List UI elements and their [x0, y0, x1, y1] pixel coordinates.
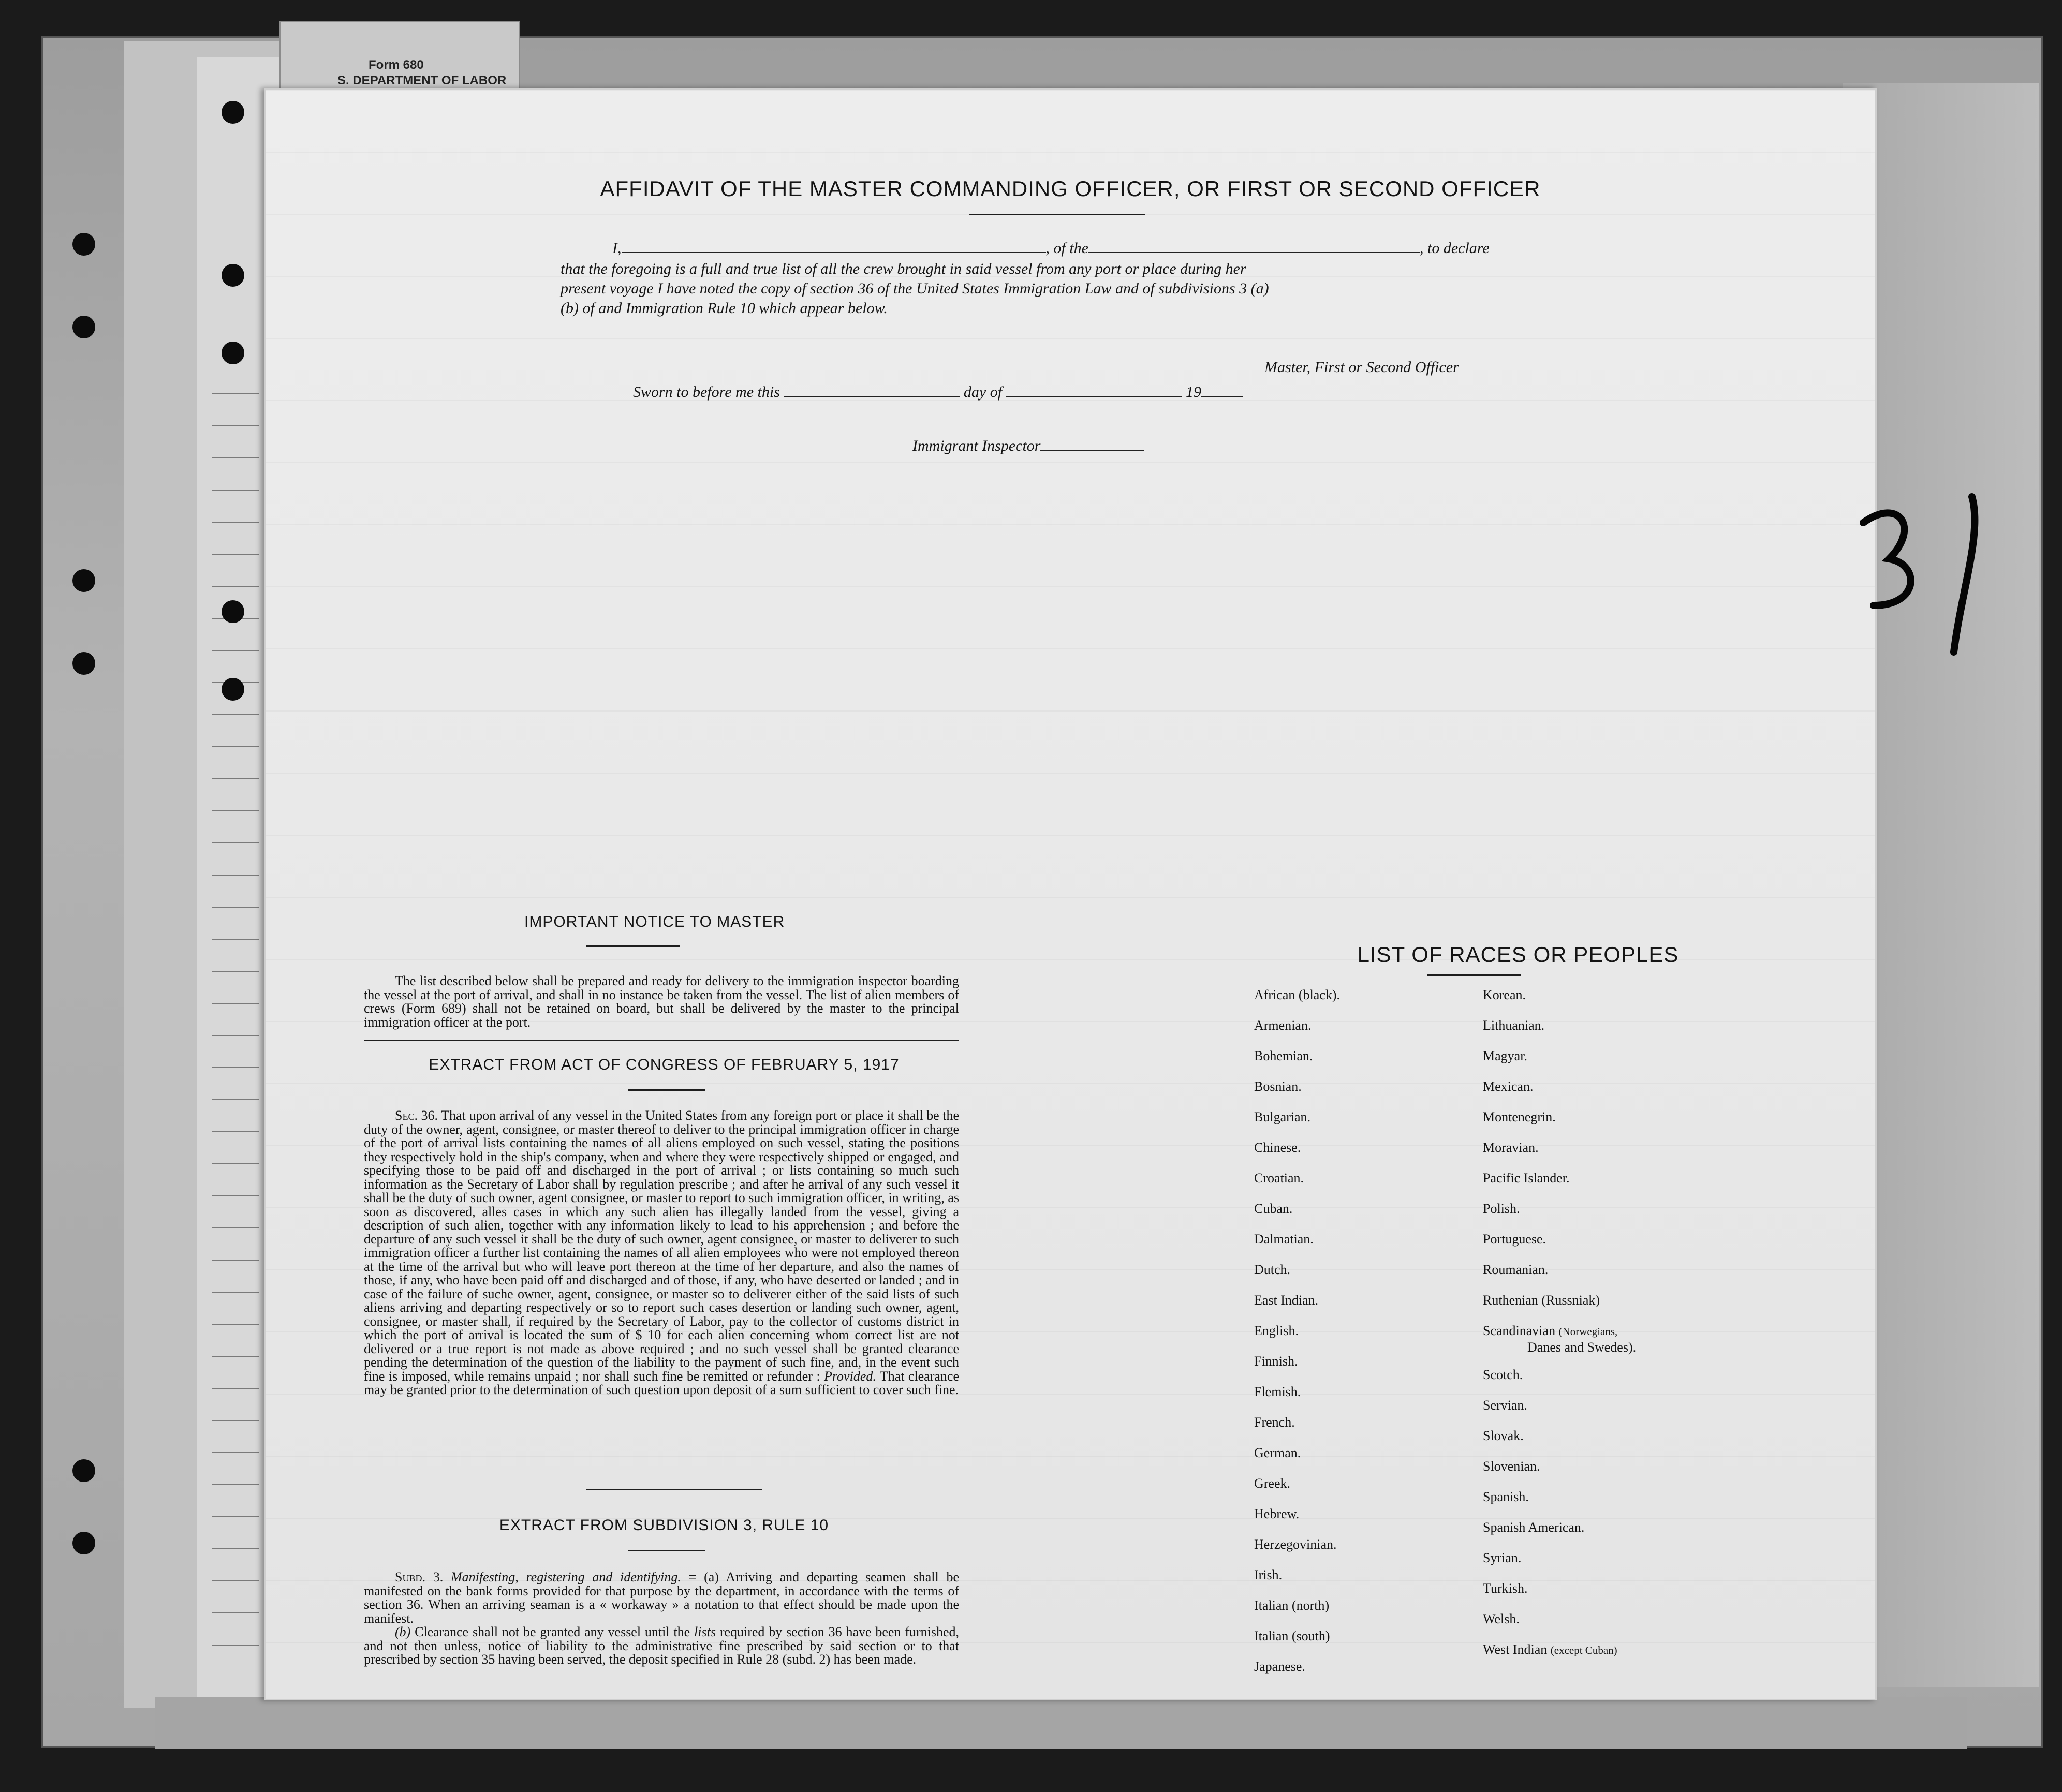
- punch-hole-icon: [72, 1532, 95, 1554]
- affidavit-sheet: [264, 88, 1877, 1700]
- sec36-label: Sec. 36.: [395, 1108, 438, 1123]
- race-item: Slovak.: [1483, 1428, 1524, 1443]
- race-note: (Norwegians,: [1558, 1325, 1618, 1338]
- race-item: Mexican.: [1483, 1079, 1534, 1094]
- race-item: Dalmatian.: [1254, 1232, 1314, 1247]
- race-item: French.: [1254, 1415, 1295, 1430]
- punch-hole-icon: [72, 316, 95, 338]
- punch-hole-icon: [72, 652, 95, 675]
- sec36-provided: Provided.: [824, 1368, 876, 1384]
- race-item: Hebrew.: [1254, 1506, 1300, 1521]
- race-item: Lithuanian.: [1483, 1018, 1545, 1033]
- race-item: African (black).: [1254, 987, 1341, 1002]
- race-item: Roumanian.: [1483, 1262, 1549, 1277]
- subd3-part-b-end: required by section 36 have been furnished, and not then unless, notice of liability to the administrative fine prescribed by said section or to that prescribed by section 35 having been served, the deposit specified in Rule 28 (subd. 2) has been made.: [364, 1624, 959, 1667]
- subd3-text: [364, 1571, 959, 1667]
- race-item: Polish.: [1483, 1201, 1520, 1216]
- races-title-underline: [1427, 974, 1521, 976]
- race-item: Chinese.: [1254, 1140, 1301, 1155]
- declaration-line-4: (b) of and Immigration Rule 10 which appear below.: [561, 300, 888, 317]
- punch-hole-icon: [222, 101, 244, 124]
- race-item: Montenegrin.: [1483, 1109, 1556, 1124]
- race-item: Turkish.: [1483, 1581, 1528, 1596]
- race-item: Bulgarian.: [1254, 1109, 1311, 1124]
- declaration-i: I,: [612, 240, 622, 257]
- bottom-margin: [155, 1697, 1967, 1749]
- subd3-part-b-start: Clearance shall not be granted any vessel until the: [415, 1624, 690, 1639]
- act-title-underline: [628, 1089, 705, 1091]
- month-blank[interactable]: [1006, 395, 1182, 397]
- race-item: Servian.: [1483, 1398, 1527, 1413]
- race-item-scandinavian: [1483, 1323, 1617, 1339]
- race-item: Japanese.: [1254, 1659, 1305, 1674]
- subd3-label: Subd. 3.: [395, 1569, 444, 1584]
- title-underline: [969, 214, 1145, 215]
- subd3-part-b-lists: lists: [694, 1624, 716, 1639]
- subd3-part-a: = (a) Arriving and departing seamen shall be manifested on the bank forms provided for that purpose by the department, in accordance with the terms of section 36. When an arriving seaman is a « workaway » a notation to that effect should be made upon the manifest.: [364, 1569, 959, 1626]
- left-sheet-ruled-lines: [212, 362, 259, 1656]
- notice-body: The list described below shall be prepared and ready for delivery to the immigration inspector boarding the vessel at the port of arrival, and shall in no instance be taken from the vessel. The list of alien members of crews (Form 689) shall not be retained on board, but shall be delivered by the master to the principal immigration officer at the port.: [364, 973, 959, 1030]
- subdivision-title-underline: [628, 1550, 705, 1551]
- punch-hole-icon: [72, 1459, 95, 1482]
- day-blank[interactable]: [784, 395, 960, 397]
- race-item: Portuguese.: [1483, 1232, 1546, 1247]
- race-item: Welsh.: [1483, 1611, 1520, 1626]
- punch-hole-icon: [222, 342, 244, 364]
- declaration-of-the: , of the: [1045, 240, 1088, 257]
- race-item: Finnish.: [1254, 1354, 1298, 1369]
- subd3-heading: Manifesting, registering and identifying.: [451, 1569, 681, 1584]
- race-item: Bosnian.: [1254, 1079, 1302, 1094]
- punch-hole-icon: [222, 600, 244, 623]
- name-blank[interactable]: [622, 251, 1046, 253]
- handwritten-mark-icon: [1843, 486, 2019, 662]
- race-item: Korean.: [1483, 987, 1526, 1002]
- race-item: Syrian.: [1483, 1550, 1522, 1565]
- inspector-label: Immigrant Inspector: [912, 437, 1041, 454]
- punch-hole-icon: [72, 233, 95, 256]
- notice-title-underline: [586, 945, 680, 947]
- declaration-line-1: [612, 240, 1823, 257]
- sec36-body-end: That clearance may be granted prior to the determination of such question upon deposit of a sum sufficient to cover such fine.: [364, 1368, 959, 1397]
- race-item: Ruthenian (Russniak): [1483, 1293, 1600, 1308]
- race-item-west-indian: [1483, 1642, 1617, 1658]
- subdivision-extract-title: EXTRACT FROM SUBDIVISION 3, RULE 10: [499, 1517, 829, 1534]
- year-blank[interactable]: [1201, 395, 1243, 397]
- sworn-day-of: day of: [963, 383, 1003, 401]
- race-item: Greek.: [1254, 1476, 1291, 1491]
- race-item: Cuban.: [1254, 1201, 1293, 1216]
- notice-divider: [364, 1040, 959, 1041]
- race-item: Dutch.: [1254, 1262, 1291, 1277]
- sworn-prefix: Sworn to before me this: [633, 383, 780, 401]
- race-item: Spanish American.: [1483, 1520, 1585, 1535]
- inspector-blank[interactable]: [1040, 449, 1144, 451]
- sec36-text: [364, 1109, 959, 1397]
- race-item: Spanish.: [1483, 1489, 1529, 1504]
- race-item: Pacific Islander.: [1483, 1171, 1570, 1186]
- declaration-line-2: that the foregoing is a full and true list of all the crew brought in said vessel from any port or place during her: [561, 260, 1246, 277]
- back-form-department: S. DEPARTMENT OF LABOR: [337, 73, 507, 87]
- declaration-line-3: present voyage I have noted the copy of section 36 of the United States Immigration Law and of subdivisions 3 (a): [561, 280, 1269, 297]
- races-title: LIST OF RACES OR PEOPLES: [1357, 942, 1679, 967]
- race-item: Flemish.: [1254, 1384, 1301, 1399]
- punch-hole-icon: [222, 678, 244, 701]
- handwritten-mark-svg: [1843, 486, 2019, 662]
- sworn-year-prefix: 19: [1186, 383, 1202, 401]
- inspector-line: [912, 437, 1144, 455]
- race-item: Irish.: [1254, 1567, 1283, 1582]
- back-form-number: Form 680: [369, 58, 424, 72]
- race-item: Scandinavian: [1483, 1323, 1556, 1338]
- race-item: Italian (south): [1254, 1628, 1330, 1643]
- subd3-part-b-label: (b): [395, 1624, 411, 1639]
- affidavit-title: AFFIDAVIT OF THE MASTER COMMANDING OFFICER, OR FIRST OR SECOND OFFICER: [600, 176, 1541, 201]
- punch-hole-icon: [222, 264, 244, 287]
- race-item: English.: [1254, 1323, 1299, 1338]
- race-item: Armenian.: [1254, 1018, 1312, 1033]
- race-item: Croatian.: [1254, 1171, 1304, 1186]
- race-item: Magyar.: [1483, 1048, 1527, 1063]
- race-item: Italian (north): [1254, 1598, 1330, 1613]
- master-signature-label: Master, First or Second Officer: [1264, 359, 1459, 376]
- act-divider: [586, 1489, 762, 1490]
- sec36-body: That upon arrival of any vessel in the United States from any foreign port or place it shall be the duty of the owner, agent, consignee, or master thereof to deliver to the principal immigration officer in charge of the port of arrival lists containing the names of all aliens employed on such vessel, stating the positions they respectively hold in the ship's company, when and where they were respectively shipped or engaged, and specifying those to be paid off and discharged in the port of arrival ; or lists containing so much such information as the Secretary of Labor shall by regulation prescribe ; and after he arrival of any such vessel it shall be the duty of such owner, agent consignee, or master to report to such immigration officer, in writing, as soon as discovered, alles cases in which any such alien has illegally landed from the vessel, giving a description of such alien, together with any information likely to lead to his apprehension ; and before the departure of any such vessel it shall be the duty of such owner, agent consignee, or master to deliverer to such immigration officer a further list containing the names of all alien employees who were not employed thereon at the time of the arrival but who will leave port thereon at the time of her departure, and also the names of those, if any, who have been paid off and discharged and of those, if any, who have deserted or landed ; and in case of the failure of suche owner, agent, consignee, or master so to deliverer either of the said lists of such aliens arriving and departing respectively or so to report such cases desertion or landing such owner, agent, consignee, or master shall, if required by the Secretary of Labor, pay to the collector of customs district in which the port of arrival is located the sum of $ 10 for each alien concerning whom correct list are not delivered or a true report is not made as above required ; and no such vessel shall be granted clearance pending the determination of the question of the liability to the payment of such fine, and, in the event such fine is imposed, while remains unpaid ; nor shall such fine be remitted or refunder :: [364, 1108, 960, 1384]
- race-item: Moravian.: [1483, 1140, 1539, 1155]
- race-item: East Indian.: [1254, 1293, 1319, 1308]
- race-note: (except Cuban): [1550, 1644, 1617, 1656]
- declaration-to-declare: , to declare: [1420, 240, 1490, 257]
- race-item: German.: [1254, 1445, 1301, 1460]
- race-item: Bohemian.: [1254, 1048, 1313, 1063]
- notice-title: IMPORTANT NOTICE TO MASTER: [524, 913, 785, 930]
- race-note-continued: Danes and Swedes).: [1527, 1340, 1637, 1355]
- race-item: Herzegovinian.: [1254, 1537, 1337, 1552]
- vessel-blank[interactable]: [1088, 251, 1420, 253]
- race-item: Slovenian.: [1483, 1459, 1540, 1474]
- act-extract-title: EXTRACT FROM ACT OF CONGRESS OF FEBRUARY 5, 1917: [429, 1056, 900, 1073]
- punch-hole-icon: [72, 569, 95, 592]
- race-item: West Indian: [1483, 1642, 1548, 1657]
- sworn-line: [633, 383, 1565, 401]
- notice-text: [364, 974, 959, 1029]
- race-item: Scotch.: [1483, 1367, 1523, 1382]
